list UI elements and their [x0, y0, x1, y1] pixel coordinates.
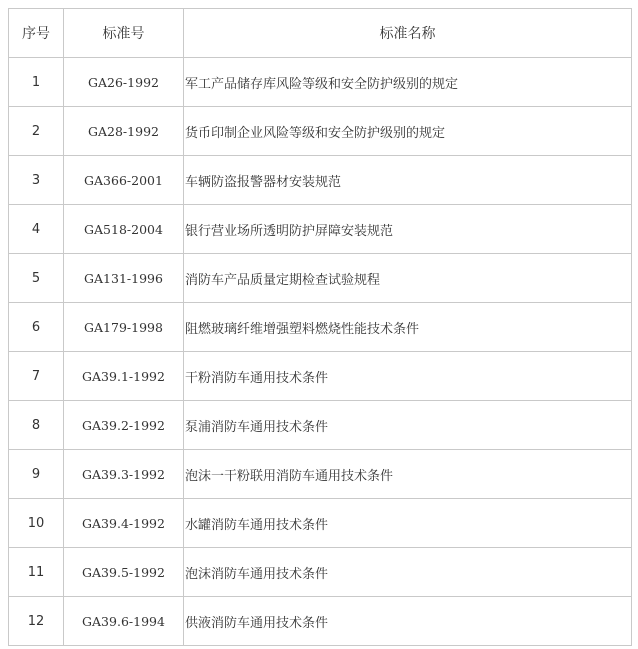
table-row	[9, 107, 632, 156]
row-index: 11	[9, 548, 64, 597]
row-standard-number: GA39.3-1992	[64, 450, 184, 499]
row-standard-number: GA39.2-1992	[64, 401, 184, 450]
row-index: 3	[9, 156, 64, 205]
row-index: 7	[9, 352, 64, 401]
row-standard-name: 消防车产品质量定期检查试验规程	[184, 254, 632, 303]
row-index: 5	[9, 254, 64, 303]
header-row	[9, 9, 632, 58]
table-row	[9, 401, 632, 450]
row-standard-number: GA179-1998	[64, 303, 184, 352]
row-standard-number: GA131-1996	[64, 254, 184, 303]
row-index: 10	[9, 499, 64, 548]
row-standard-number: GA518-2004	[64, 205, 184, 254]
row-standard-name: 干粉消防车通用技术条件	[184, 352, 632, 401]
header-standard-number: 标准号	[64, 9, 184, 58]
row-index: 4	[9, 205, 64, 254]
standards-table	[8, 8, 632, 646]
table-row	[9, 254, 632, 303]
row-standard-number: GA39.5-1992	[64, 548, 184, 597]
table-row	[9, 499, 632, 548]
table-row	[9, 548, 632, 597]
header-index: 序号	[9, 9, 64, 58]
row-standard-number: GA39.1-1992	[64, 352, 184, 401]
row-standard-name: 军工产品储存库风险等级和安全防护级别的规定	[184, 58, 632, 107]
row-standard-number: GA26-1992	[64, 58, 184, 107]
table-row	[9, 58, 632, 107]
table-row	[9, 205, 632, 254]
row-standard-name: 供液消防车通用技术条件	[184, 597, 632, 646]
row-index: 12	[9, 597, 64, 646]
row-index: 9	[9, 450, 64, 499]
row-standard-name: 车辆防盗报警器材安装规范	[184, 156, 632, 205]
table-row	[9, 156, 632, 205]
table-row	[9, 352, 632, 401]
row-standard-name: 货币印制企业风险等级和安全防护级别的规定	[184, 107, 632, 156]
row-index: 8	[9, 401, 64, 450]
row-standard-number: GA39.4-1992	[64, 499, 184, 548]
row-standard-number: GA39.6-1994	[64, 597, 184, 646]
row-standard-name: 银行营业场所透明防护屏障安装规范	[184, 205, 632, 254]
row-standard-number: GA366-2001	[64, 156, 184, 205]
row-index: 6	[9, 303, 64, 352]
table-row	[9, 597, 632, 646]
table-body	[9, 58, 632, 646]
row-standard-name: 泡沫一干粉联用消防车通用技术条件	[184, 450, 632, 499]
row-index: 2	[9, 107, 64, 156]
row-standard-name: 水罐消防车通用技术条件	[184, 499, 632, 548]
row-standard-name: 阻燃玻璃纤维增强塑料燃烧性能技术条件	[184, 303, 632, 352]
row-index: 1	[9, 58, 64, 107]
row-standard-name: 泡沫消防车通用技术条件	[184, 548, 632, 597]
table-header	[9, 9, 632, 58]
table-row	[9, 450, 632, 499]
header-standard-name: 标准名称	[184, 9, 632, 58]
row-standard-name: 泵浦消防车通用技术条件	[184, 401, 632, 450]
table-row	[9, 303, 632, 352]
row-standard-number: GA28-1992	[64, 107, 184, 156]
